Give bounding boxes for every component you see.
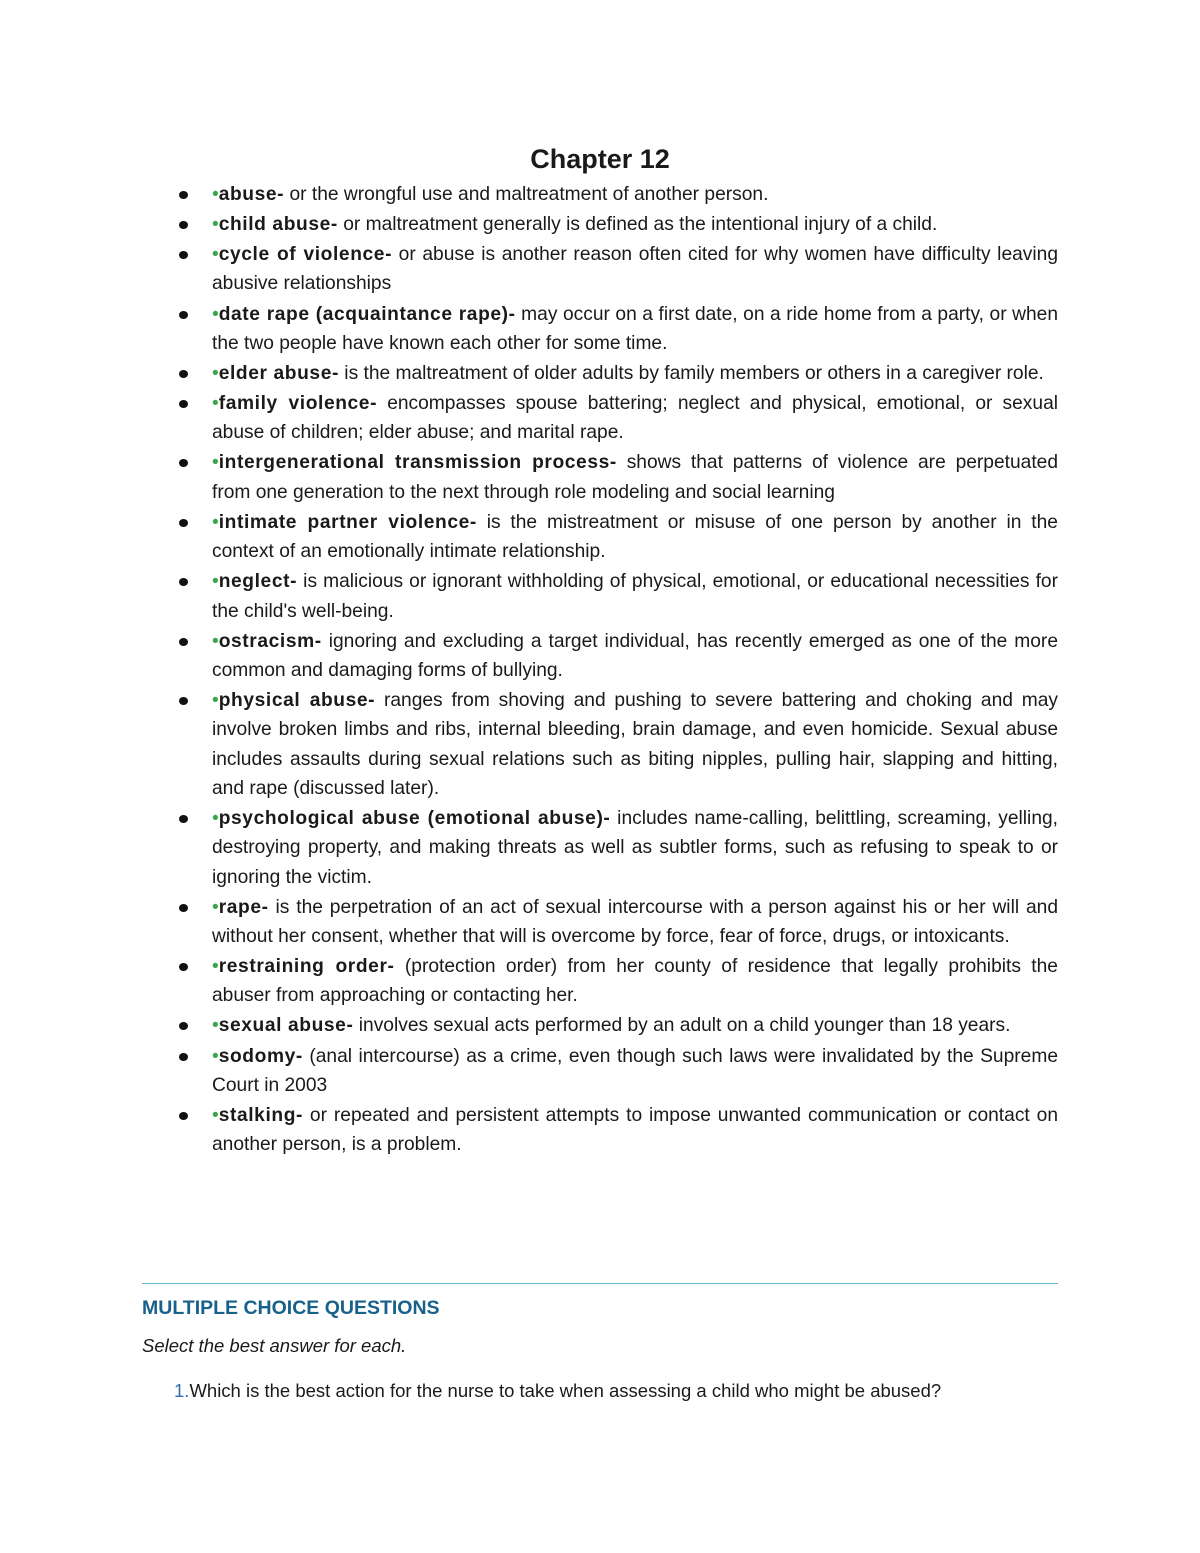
term-label: family violence-: [218, 393, 378, 415]
instructions-text: Select the best answer for each.: [142, 1335, 407, 1356]
term-definition: is the maltreatment of older adults by family members or others in a caregiver role.: [338, 362, 1044, 384]
term-definition: shows that patterns of violence are perpetuated from one generation to the next through role modeling and social learning: [212, 452, 1059, 503]
term-bullet-icon: •: [212, 956, 219, 978]
term-definition: encompasses spouse battering; neglect and physical, emotional, or sexual abuse of children; elder abuse; and marital rape.: [212, 393, 1059, 444]
term-label: rape-: [218, 896, 269, 918]
term-label: psychological abuse (emotional abuse)-: [218, 808, 611, 829]
term-definition: includes name-calling, belittling, screaming, yelling, destroying property, and making threats as well as subtler forms, such as refusing to speak to or ignoring the victim.: [212, 808, 1058, 888]
term-definition: is malicious or ignorant withholding of physical, emotional, or educational necessities for the child's well-being.: [212, 571, 1058, 622]
section-heading: MULTIPLE CHOICE QUESTIONS: [142, 1297, 440, 1319]
term-bullet-icon: •: [212, 214, 219, 236]
question-1: [174, 1379, 941, 1403]
glossary-item: [212, 359, 1058, 388]
list-bullet-icon: [179, 370, 188, 378]
term-label: sodomy-: [218, 1045, 303, 1067]
glossary-item: [212, 627, 1058, 686]
term-definition: (anal intercourse) as a crime, even though such laws were invalidated by the Supreme Court in 2003: [212, 1045, 1058, 1096]
list-bullet-icon: [179, 963, 188, 971]
glossary-item: [212, 210, 1058, 239]
section-divider: [142, 1283, 1058, 1284]
list-bullet-icon: [179, 251, 188, 259]
glossary-item: [212, 300, 1058, 359]
term-definition: or maltreatment generally is defined as the intentional injury of a child.: [337, 214, 938, 236]
list-bullet-icon: [179, 311, 188, 319]
term-bullet-icon: •: [212, 630, 219, 652]
list-bullet-icon: [179, 191, 188, 199]
term-definition: or the wrongful use and maltreatment of another person.: [284, 184, 769, 205]
term-definition: ignoring and excluding a target individual, has recently emerged as one of the more common and damaging forms of bullying.: [212, 630, 1058, 681]
term-label: date rape (acquaintance rape)-: [218, 303, 516, 325]
term-label: physical abuse-: [218, 690, 376, 712]
term-bullet-icon: •: [212, 1104, 219, 1126]
term-label: elder abuse-: [218, 362, 339, 384]
term-label: intimate partner violence-: [218, 511, 477, 533]
term-bullet-icon: •: [212, 303, 219, 325]
glossary-item: [212, 686, 1058, 803]
term-label: intergenerational transmission process-: [218, 452, 617, 474]
term-definition: is the perpetration of an act of sexual intercourse with a person against his or her will and without her consent, whether that will is overcome by force, fear of force, drugs, or intoxicants.: [212, 896, 1058, 947]
list-bullet-icon: [179, 578, 188, 586]
term-bullet-icon: •: [212, 571, 219, 593]
term-definition: or repeated and persistent attempts to impose unwanted communication or contact on another person, is a problem.: [212, 1104, 1058, 1156]
term-bullet-icon: •: [212, 393, 219, 415]
term-definition: (protection order) from her county of residence that legally prohibits the abuser from approaching or contacting her.: [212, 956, 1058, 1007]
term-label: neglect-: [218, 571, 298, 593]
term-bullet-icon: •: [212, 1015, 219, 1037]
glossary-item: [212, 1101, 1058, 1160]
term-label: restraining order-: [218, 956, 395, 978]
glossary-item: [212, 180, 1058, 209]
question-text: Which is the best action for the nurse to take when assessing a child who might be abused?: [189, 1380, 942, 1401]
term-definition: ranges from shoving and pushing to severe battering and choking and may involve broken limbs and ribs, internal bleeding, brain damage, and even homicide. Sexual abuse includes assaults during sexual relations such as biting nipples, pulling hair, slapping and hitting, and rape (discussed later).: [212, 690, 1058, 799]
list-bullet-icon: [179, 1022, 188, 1030]
term-bullet-icon: •: [212, 362, 219, 384]
glossary-item: [212, 1042, 1058, 1101]
list-bullet-icon: [179, 459, 188, 467]
glossary-item: [212, 1011, 1058, 1040]
term-label: sexual abuse-: [218, 1015, 354, 1037]
list-bullet-icon: [179, 221, 188, 229]
term-definition: involves sexual acts performed by an adult on a child younger than 18 years.: [353, 1015, 1011, 1037]
term-label: abuse-: [218, 184, 285, 205]
term-definition: is the mistreatment or misuse of one person by another in the context of an emotionally intimate relationship.: [212, 511, 1058, 563]
term-label: stalking-: [218, 1104, 304, 1126]
term-bullet-icon: •: [212, 452, 219, 474]
term-label: cycle of violence-: [218, 244, 393, 266]
term-label: ostracism-: [218, 630, 322, 652]
list-bullet-icon: [179, 400, 188, 408]
term-bullet-icon: •: [212, 896, 219, 918]
glossary-item: [212, 893, 1058, 952]
list-bullet-icon: [179, 1053, 188, 1061]
list-bullet-icon: [179, 904, 188, 912]
term-bullet-icon: •: [212, 511, 219, 533]
glossary-item: [212, 508, 1058, 567]
term-definition: or abuse is another reason often cited for why women have difficulty leaving abusive relationships: [212, 244, 1058, 295]
glossary-item: [212, 448, 1058, 507]
list-bullet-icon: [179, 519, 188, 527]
list-bullet-icon: [179, 1112, 188, 1120]
glossary-list: [212, 180, 1058, 1160]
glossary-item: [212, 952, 1058, 1011]
glossary-item: [212, 567, 1058, 626]
glossary-item: [212, 804, 1058, 892]
term-bullet-icon: •: [212, 184, 219, 205]
term-bullet-icon: •: [212, 1045, 219, 1067]
term-bullet-icon: •: [212, 808, 219, 829]
term-bullet-icon: •: [212, 690, 219, 712]
glossary-item: [212, 389, 1058, 448]
question-number: 1.: [174, 1380, 190, 1401]
list-bullet-icon: [179, 638, 188, 646]
term-bullet-icon: •: [212, 244, 219, 266]
list-bullet-icon: [179, 815, 188, 823]
term-definition: may occur on a first date, on a ride home from a party, or when the two people have known each other for some time.: [212, 303, 1058, 354]
list-bullet-icon: [179, 697, 188, 705]
glossary-item: [212, 240, 1058, 299]
term-label: child abuse-: [218, 214, 338, 236]
page-title: Chapter 12: [530, 144, 670, 174]
